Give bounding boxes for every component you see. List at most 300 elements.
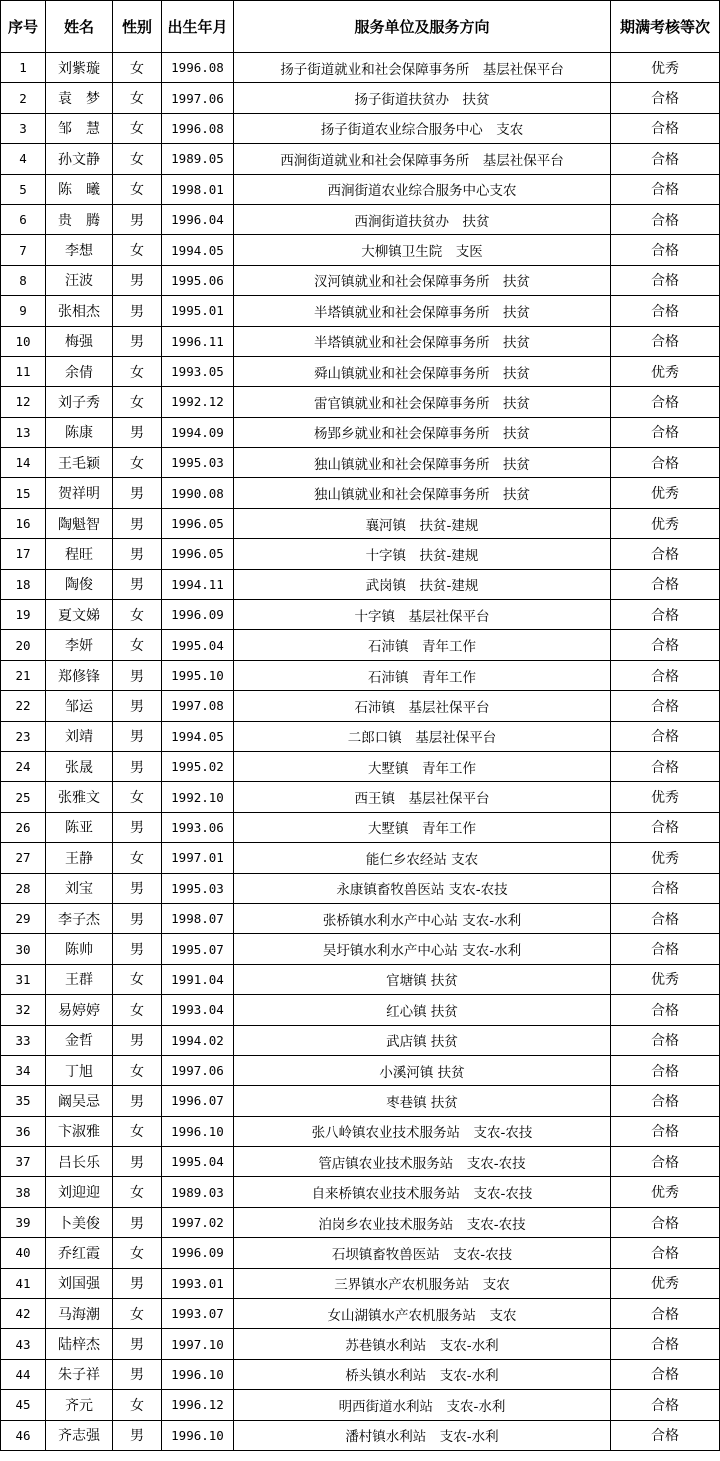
birth-date: 1996.08 [162,53,234,83]
service-unit: 雷官镇就业和社会保障事务所 扶贫 [234,387,611,417]
person-name: 吕长乐 [46,1147,113,1177]
row-number: 30 [1,934,46,964]
gender: 女 [113,1055,162,1085]
table-row [1,265,720,295]
gender: 男 [113,873,162,903]
assessment-grade: 合格 [611,204,720,234]
row-number: 32 [1,995,46,1025]
gender: 男 [113,1268,162,1298]
assessment-grade: 合格 [611,812,720,842]
service-unit: 独山镇就业和社会保障事务所 扶贫 [234,448,611,478]
table-row [1,417,720,447]
table-row [1,1207,720,1237]
person-name: 阚吴忌 [46,1086,113,1116]
assessment-grade: 合格 [611,83,720,113]
assessment-grade: 合格 [611,1420,720,1450]
birth-date: 1995.06 [162,265,234,295]
gender: 女 [113,113,162,143]
birth-date: 1994.09 [162,417,234,447]
table-row [1,204,720,234]
birth-date: 1994.02 [162,1025,234,1055]
service-unit: 枣巷镇 扶贫 [234,1086,611,1116]
service-unit: 杨郢乡就业和社会保障事务所 扶贫 [234,417,611,447]
row-number: 11 [1,356,46,386]
person-name: 金哲 [46,1025,113,1055]
row-number: 3 [1,113,46,143]
assessment-grade: 优秀 [611,843,720,873]
assessment-grade: 合格 [611,721,720,751]
service-unit: 舜山镇就业和社会保障事务所 扶贫 [234,356,611,386]
birth-date: 1996.04 [162,204,234,234]
row-number: 13 [1,417,46,447]
person-name: 张晟 [46,751,113,781]
gender: 女 [113,235,162,265]
gender: 男 [113,1359,162,1389]
service-unit: 三界镇水产农机服务站 支农 [234,1268,611,1298]
birth-date: 1996.12 [162,1390,234,1420]
person-name: 张雅文 [46,782,113,812]
assessment-grade: 优秀 [611,53,720,83]
service-unit: 半塔镇就业和社会保障事务所 扶贫 [234,326,611,356]
service-unit: 石沛镇 基层社保平台 [234,691,611,721]
birth-date: 1989.05 [162,144,234,174]
service-unit: 扬子街道扶贫办 扶贫 [234,83,611,113]
table-row [1,964,720,994]
birth-date: 1996.10 [162,1116,234,1146]
gender: 男 [113,934,162,964]
service-unit: 自来桥镇农业技术服务站 支农-农技 [234,1177,611,1207]
gender: 女 [113,83,162,113]
person-name: 易婷婷 [46,995,113,1025]
service-unit: 大墅镇 青年工作 [234,812,611,842]
service-unit: 西涧街道扶贫办 扶贫 [234,204,611,234]
service-unit: 红心镇 扶贫 [234,995,611,1025]
table-body [1,53,720,1451]
birth-date: 1995.03 [162,448,234,478]
table-row [1,83,720,113]
row-number: 36 [1,1116,46,1146]
assessment-grade: 合格 [611,1390,720,1420]
person-name: 刘紫璇 [46,53,113,83]
gender: 男 [113,903,162,933]
table-row [1,1147,720,1177]
table-row [1,751,720,781]
table-row [1,478,720,508]
table-row [1,660,720,690]
row-number: 23 [1,721,46,751]
service-unit: 小溪河镇 扶贫 [234,1055,611,1085]
table-row [1,448,720,478]
service-unit: 扬子街道就业和社会保障事务所 基层社保平台 [234,53,611,83]
person-name: 朱子祥 [46,1359,113,1389]
assessment-grade: 合格 [611,235,720,265]
assessment-grade: 优秀 [611,508,720,538]
row-number: 1 [1,53,46,83]
row-number: 35 [1,1086,46,1116]
person-name: 李子杰 [46,903,113,933]
gender: 女 [113,387,162,417]
assessment-grade: 合格 [611,1299,720,1329]
gender: 男 [113,660,162,690]
birth-date: 1995.03 [162,873,234,903]
table-row [1,1390,720,1420]
service-unit: 能仁乡农经站 支农 [234,843,611,873]
birth-date: 1989.03 [162,1177,234,1207]
service-unit: 苏巷镇水利站 支农-水利 [234,1329,611,1359]
birth-date: 1994.05 [162,721,234,751]
person-name: 陈亚 [46,812,113,842]
person-name: 刘宝 [46,873,113,903]
row-number: 27 [1,843,46,873]
assessment-grade: 合格 [611,417,720,447]
row-number: 15 [1,478,46,508]
row-number: 2 [1,83,46,113]
birth-date: 1995.02 [162,751,234,781]
birth-date: 1993.01 [162,1268,234,1298]
table-row [1,1329,720,1359]
assessment-grade: 合格 [611,448,720,478]
birth-date: 1996.09 [162,600,234,630]
assessment-grade: 合格 [611,630,720,660]
gender: 男 [113,691,162,721]
table-row [1,1359,720,1389]
person-name: 王群 [46,964,113,994]
gender: 男 [113,1329,162,1359]
gender: 女 [113,964,162,994]
assessment-grade: 合格 [611,296,720,326]
gender: 女 [113,1238,162,1268]
table-row [1,1268,720,1298]
row-number: 10 [1,326,46,356]
service-unit: 十字镇 基层社保平台 [234,600,611,630]
birth-date: 1995.04 [162,630,234,660]
person-name: 陈 曦 [46,174,113,204]
table-row [1,508,720,538]
row-number: 28 [1,873,46,903]
service-unit: 张桥镇水利水产中心站 支农-水利 [234,903,611,933]
table-row [1,934,720,964]
row-number: 19 [1,600,46,630]
assessment-grade: 优秀 [611,356,720,386]
assessment-grade: 合格 [611,539,720,569]
service-unit: 二郎口镇 基层社保平台 [234,721,611,751]
gender: 女 [113,630,162,660]
table-row [1,691,720,721]
person-name: 卜美俊 [46,1207,113,1237]
row-number: 5 [1,174,46,204]
assessment-grade: 合格 [611,1359,720,1389]
service-unit: 半塔镇就业和社会保障事务所 扶贫 [234,296,611,326]
birth-date: 1996.09 [162,1238,234,1268]
service-unit: 官塘镇 扶贫 [234,964,611,994]
service-unit: 汊河镇就业和社会保障事务所 扶贫 [234,265,611,295]
birth-date: 1993.04 [162,995,234,1025]
table-row [1,812,720,842]
gender: 男 [113,812,162,842]
gender: 女 [113,1177,162,1207]
gender: 男 [113,1086,162,1116]
header-name: 姓名 [46,1,113,53]
birth-date: 1993.06 [162,812,234,842]
table-row [1,1086,720,1116]
birth-date: 1996.11 [162,326,234,356]
row-number: 12 [1,387,46,417]
header-unit: 服务单位及服务方向 [234,1,611,53]
person-name: 邹运 [46,691,113,721]
table-row [1,782,720,812]
service-unit: 西涧街道就业和社会保障事务所 基层社保平台 [234,144,611,174]
birth-date: 1997.01 [162,843,234,873]
gender: 女 [113,600,162,630]
person-name: 梅强 [46,326,113,356]
person-name: 齐志强 [46,1420,113,1450]
birth-date: 1995.10 [162,660,234,690]
assessment-grade: 合格 [611,1207,720,1237]
person-name: 丁旭 [46,1055,113,1085]
gender: 女 [113,782,162,812]
table-row [1,995,720,1025]
birth-date: 1997.06 [162,1055,234,1085]
person-name: 李妍 [46,630,113,660]
service-unit: 襄河镇 扶贫-建规 [234,508,611,538]
gender: 女 [113,144,162,174]
service-unit: 西王镇 基层社保平台 [234,782,611,812]
gender: 男 [113,721,162,751]
table-row [1,873,720,903]
header-birth: 出生年月 [162,1,234,53]
assessment-grade: 优秀 [611,478,720,508]
table-row [1,235,720,265]
service-unit: 吴圩镇水利水产中心站 支农-水利 [234,934,611,964]
table-row [1,387,720,417]
table-row [1,569,720,599]
birth-date: 1992.10 [162,782,234,812]
person-name: 袁 梦 [46,83,113,113]
header-row [1,1,720,53]
header-grade: 期满考核等次 [611,1,720,53]
birth-date: 1996.07 [162,1086,234,1116]
assessment-grade: 合格 [611,144,720,174]
row-number: 40 [1,1238,46,1268]
table-row [1,1299,720,1329]
service-unit: 石坝镇畜牧兽医站 支农-农技 [234,1238,611,1268]
table-row [1,903,720,933]
row-number: 16 [1,508,46,538]
table-row [1,356,720,386]
gender: 男 [113,296,162,326]
gender: 女 [113,1116,162,1146]
table-row [1,843,720,873]
gender: 女 [113,174,162,204]
person-name: 陶俊 [46,569,113,599]
service-unit: 独山镇就业和社会保障事务所 扶贫 [234,478,611,508]
assessment-grade: 合格 [611,174,720,204]
row-number: 20 [1,630,46,660]
assessment-grade: 优秀 [611,1177,720,1207]
service-unit: 张八岭镇农业技术服务站 支农-农技 [234,1116,611,1146]
gender: 女 [113,53,162,83]
birth-date: 1998.01 [162,174,234,204]
service-unit: 泊岗乡农业技术服务站 支农-农技 [234,1207,611,1237]
service-unit: 潘村镇水利站 支农-水利 [234,1420,611,1450]
row-number: 29 [1,903,46,933]
assessment-grade: 合格 [611,1329,720,1359]
birth-date: 1991.04 [162,964,234,994]
assessment-grade: 合格 [611,569,720,599]
gender: 男 [113,1147,162,1177]
table-row [1,1116,720,1146]
assessment-grade: 合格 [611,387,720,417]
person-name: 贺祥明 [46,478,113,508]
birth-date: 1997.10 [162,1329,234,1359]
gender: 男 [113,478,162,508]
assessment-grade: 合格 [611,600,720,630]
assessment-grade: 合格 [611,1055,720,1085]
gender: 男 [113,326,162,356]
person-name: 王静 [46,843,113,873]
birth-date: 1996.10 [162,1359,234,1389]
gender: 男 [113,569,162,599]
person-name: 王毛颖 [46,448,113,478]
birth-date: 1998.07 [162,903,234,933]
row-number: 43 [1,1329,46,1359]
assessment-grade: 合格 [611,326,720,356]
gender: 男 [113,1207,162,1237]
person-name: 余倩 [46,356,113,386]
service-unit: 武店镇 扶贫 [234,1025,611,1055]
row-number: 18 [1,569,46,599]
table-row [1,1420,720,1450]
person-name: 程旺 [46,539,113,569]
person-name: 马海潮 [46,1299,113,1329]
assessment-grade: 合格 [611,265,720,295]
assessment-grade: 合格 [611,873,720,903]
header-number: 序号 [1,1,46,53]
row-number: 31 [1,964,46,994]
row-number: 42 [1,1299,46,1329]
row-number: 33 [1,1025,46,1055]
assessment-grade: 优秀 [611,1268,720,1298]
person-name: 陶魁智 [46,508,113,538]
service-unit: 西涧街道农业综合服务中心支农 [234,174,611,204]
person-name: 汪波 [46,265,113,295]
row-number: 26 [1,812,46,842]
service-unit: 永康镇畜牧兽医站 支农-农技 [234,873,611,903]
table-row [1,113,720,143]
person-name: 郑修锋 [46,660,113,690]
row-number: 45 [1,1390,46,1420]
gender: 男 [113,1025,162,1055]
person-name: 卞淑雅 [46,1116,113,1146]
row-number: 21 [1,660,46,690]
service-unit: 大柳镇卫生院 支医 [234,235,611,265]
row-number: 34 [1,1055,46,1085]
row-number: 38 [1,1177,46,1207]
birth-date: 1997.08 [162,691,234,721]
birth-date: 1996.08 [162,113,234,143]
table-row [1,53,720,83]
row-number: 17 [1,539,46,569]
row-number: 41 [1,1268,46,1298]
assessment-grade: 合格 [611,995,720,1025]
row-number: 4 [1,144,46,174]
row-number: 39 [1,1207,46,1237]
table-row [1,296,720,326]
birth-date: 1995.07 [162,934,234,964]
person-name: 齐元 [46,1390,113,1420]
birth-date: 1995.04 [162,1147,234,1177]
gender: 男 [113,539,162,569]
birth-date: 1996.05 [162,539,234,569]
row-number: 8 [1,265,46,295]
assessment-grade: 优秀 [611,964,720,994]
person-name: 张相杰 [46,296,113,326]
row-number: 6 [1,204,46,234]
service-unit: 女山湖镇水产农机服务站 支农 [234,1299,611,1329]
assessment-grade: 合格 [611,1147,720,1177]
gender: 男 [113,204,162,234]
assessment-grade: 合格 [611,1116,720,1146]
table-row [1,539,720,569]
person-name: 陈康 [46,417,113,447]
row-number: 9 [1,296,46,326]
birth-date: 1990.08 [162,478,234,508]
gender: 男 [113,508,162,538]
table-row [1,144,720,174]
gender: 女 [113,1390,162,1420]
gender: 男 [113,265,162,295]
person-name: 刘迎迎 [46,1177,113,1207]
service-unit: 管店镇农业技术服务站 支农-农技 [234,1147,611,1177]
gender: 男 [113,751,162,781]
service-unit: 大墅镇 青年工作 [234,751,611,781]
table-row [1,1177,720,1207]
service-unit: 武岗镇 扶贫-建规 [234,569,611,599]
table-row [1,1238,720,1268]
table-header [1,1,720,53]
birth-date: 1996.05 [162,508,234,538]
row-number: 7 [1,235,46,265]
birth-date: 1996.10 [162,1420,234,1450]
person-name: 刘国强 [46,1268,113,1298]
birth-date: 1994.11 [162,569,234,599]
row-number: 25 [1,782,46,812]
person-name: 贵 腾 [46,204,113,234]
person-name: 陈帅 [46,934,113,964]
service-unit: 扬子街道农业综合服务中心 支农 [234,113,611,143]
assessment-grade: 合格 [611,903,720,933]
assessment-grade: 合格 [611,1238,720,1268]
gender: 男 [113,417,162,447]
gender: 男 [113,1420,162,1450]
gender: 女 [113,995,162,1025]
birth-date: 1992.12 [162,387,234,417]
row-number: 24 [1,751,46,781]
birth-date: 1993.05 [162,356,234,386]
person-name: 孙文静 [46,144,113,174]
assessment-grade: 合格 [611,113,720,143]
person-name: 夏文娣 [46,600,113,630]
service-unit: 明西街道水利站 支农-水利 [234,1390,611,1420]
person-name: 陆梓杰 [46,1329,113,1359]
person-name: 李想 [46,235,113,265]
assessment-grade: 合格 [611,751,720,781]
service-unit: 石沛镇 青年工作 [234,660,611,690]
row-number: 44 [1,1359,46,1389]
person-name: 邹 慧 [46,113,113,143]
header-gender: 性别 [113,1,162,53]
person-name: 刘子秀 [46,387,113,417]
